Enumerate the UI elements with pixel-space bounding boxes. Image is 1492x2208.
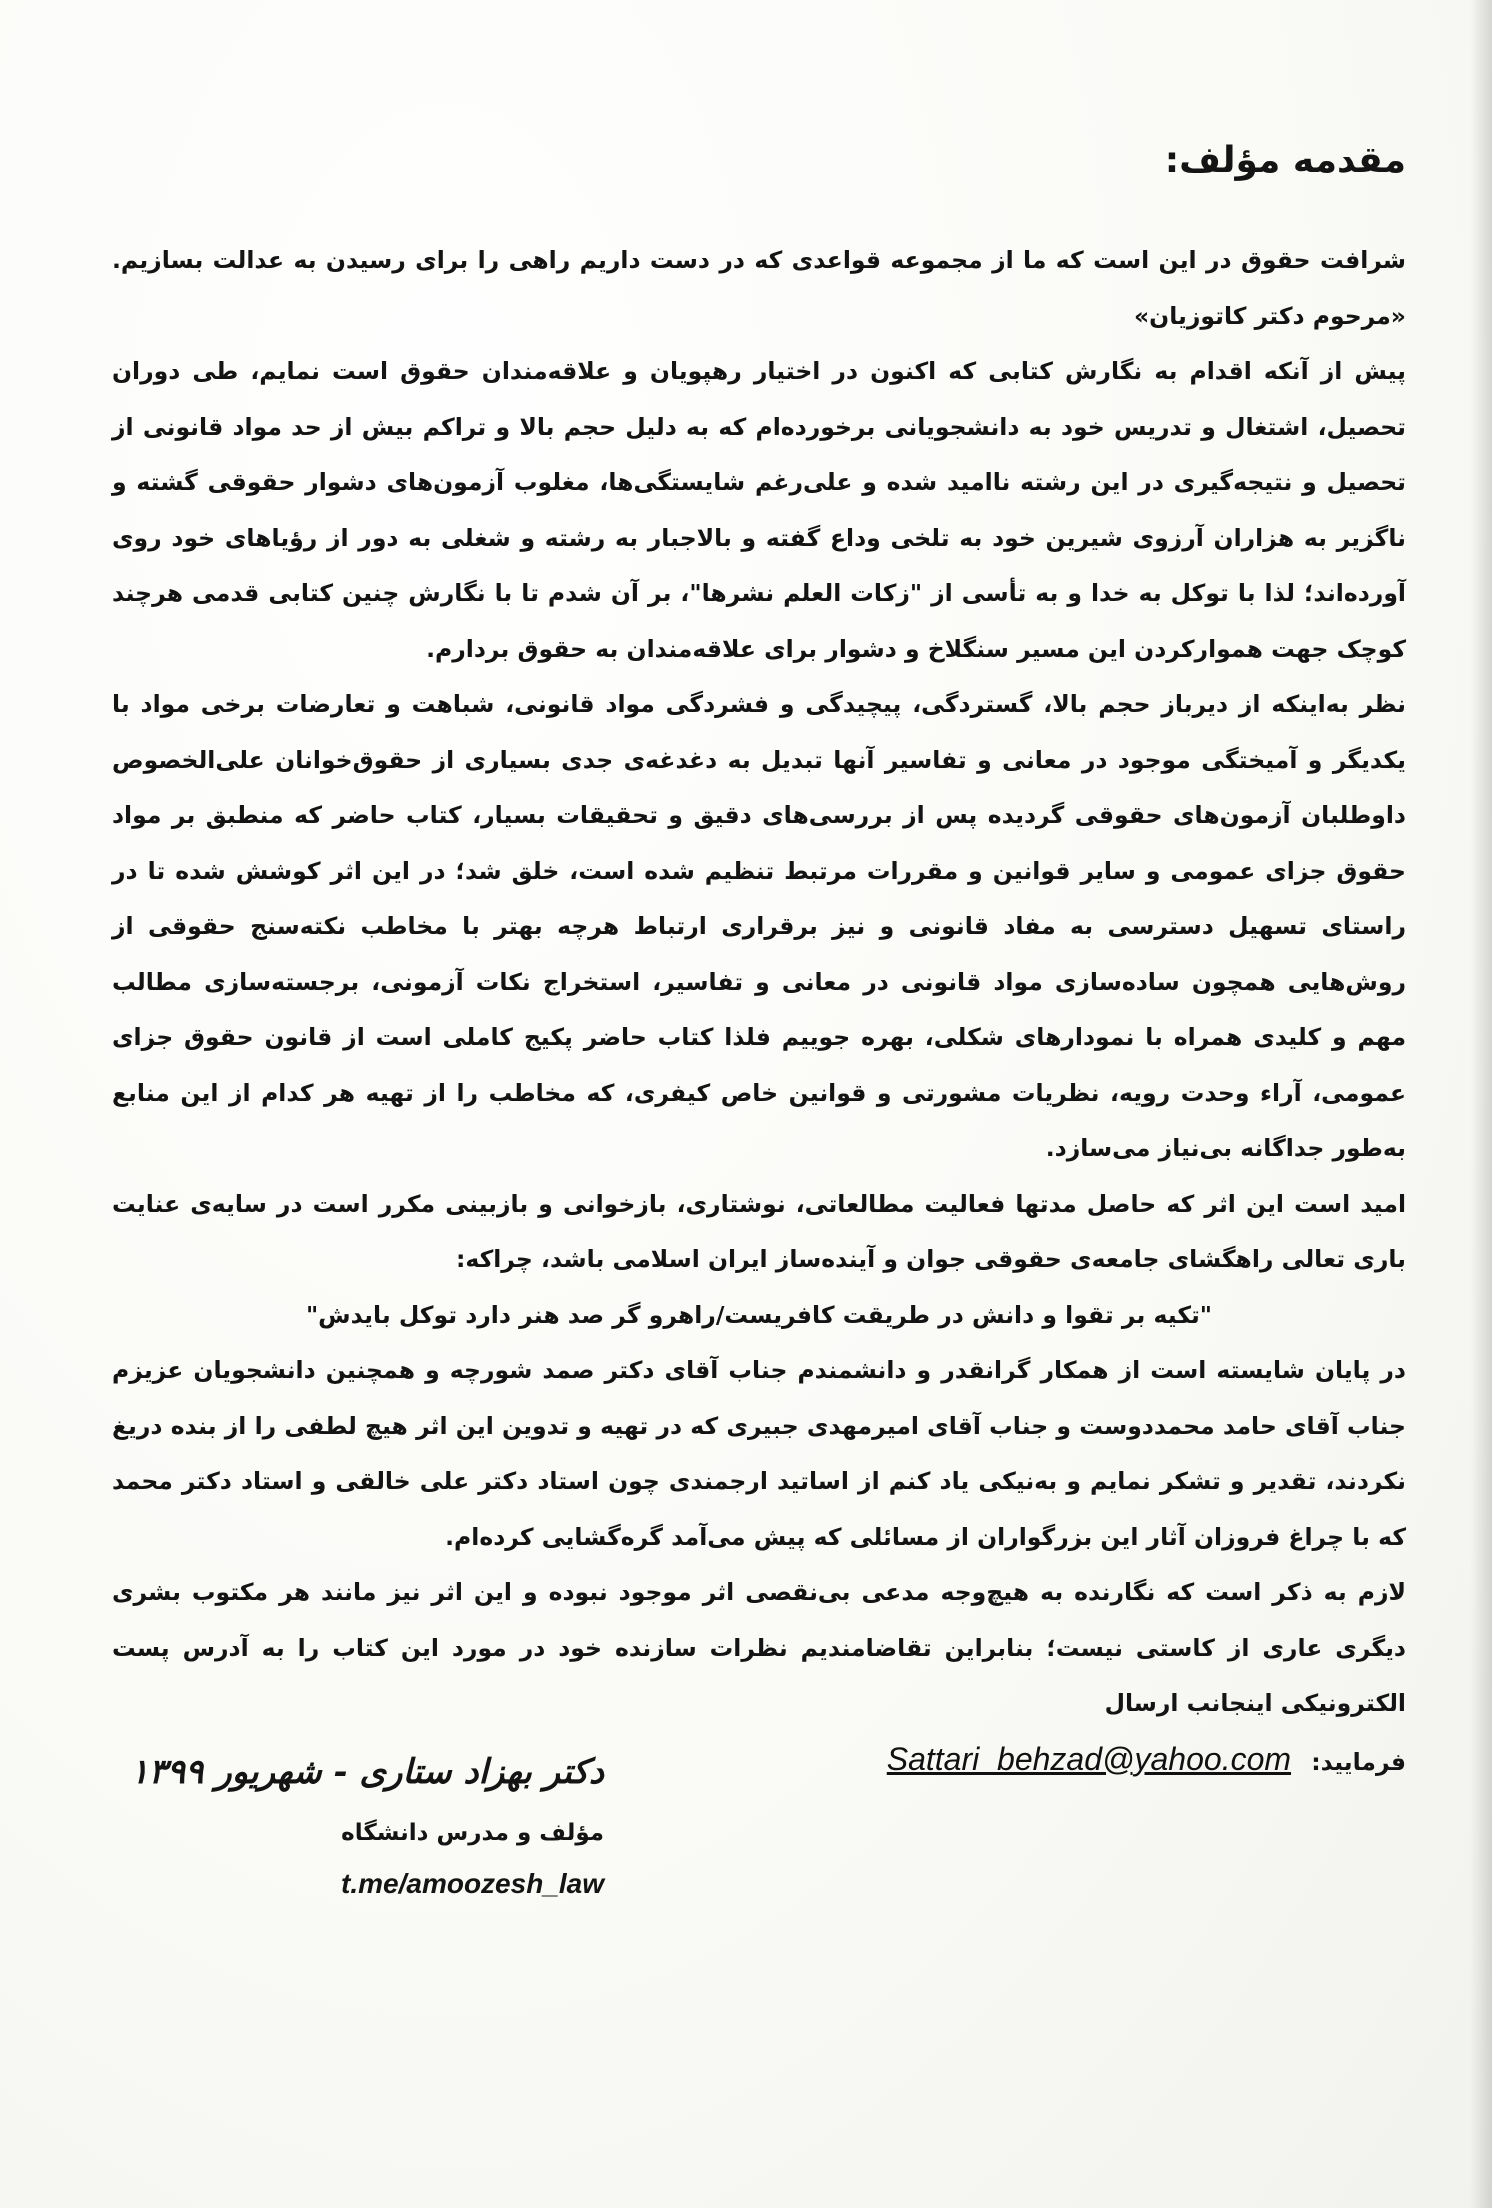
poem-line: "تکیه بر تقوا و دانش در طریقت کافریست/راهرو گر صد هنر دارد توکل بایدش": [305, 1300, 1213, 1329]
quote-paragraph: شرافت حقوق در این است که ما از مجموعه قواعدی که در دست داریم راهی را برای رسیدن به عدالت بسازیم. «مرحوم دکتر کاتوزیان»: [112, 246, 1406, 330]
hope-paragraph: امید است این اثر که حاصل مدتها فعالیت مطالعاتی، نوشتاری، بازخوانی و بازبینی مکرر است در سایه‌ی عنایت باری تعالی راهگشای جامعه‌ی حقوقی جوان و آینده‌ساز ایران اسلامی باشد، چراکه:: [112, 1189, 1406, 1273]
feedback-paragraph: لازم به ذکر است که نگارنده به هیچ‌وجه مدعی بی‌نقصی اثر موجود نبوده و این اثر نیز مانند هر مکتوب بشری دیگری عاری از کاستی نیست؛ بنابراین تقاضامندیم نظرات سازنده خود در مورد این کتاب را به آدرس پست الکترونیکی اینجانب ارسال: [112, 1578, 1406, 1717]
acknowledgement-paragraph: در پایان شایسته است از همکار گرانقدر و دانشمندم جناب آقای دکتر صمد شورچه و همچنین دانشجویان عزیزم جناب آقای حامد محمددوست و جناب آقای امیرمهدی جبیری که در تهیه و تدوین این اثر هیچ لطفی را از بنده دریغ نکردند، تقدیر و تشکر نمایم و به‌نیکی یاد کنم از اساتید ارجمندی چون استاد دکتر علی خالقی و استاد دکتر محمد که با چراغ فروزان آثار این بزرگواران از مسائلی که پیش می‌آمد گره‌گشایی کرده‌ام.: [112, 1356, 1406, 1551]
motivation-paragraph: پیش از آنکه اقدام به نگارش کتابی که اکنون در اختیار رهپویان و علاقه‌مندان حقوق است نمایم، طی دوران تحصیل، اشتغال و تدریس خود به دانشجویانی برخورده‌ام که به دلیل حجم بالا و تراکم بیش از حد مواد قانونی از تحصیل و نتیجه‌گیری در این رشته ناامید شده و علی‌رغم شایستگی‌ها، مغلوب آزمون‌های دشوار حقوقی گشته و ناگزیر به هزاران آرزوی شیرین خود به تلخی وداع گفته و بالاجبار به رشته و شغلی به دور از رؤیاهای خود روی آورده‌اند؛ لذا با توکل به خدا و به تأسی از "زکات العلم نشرها"، بر آن شدم تا با نگارش چنین کتابی قدمی هرچند کوچک جهت هموارکردن این مسیر سنگلاخ و دشوار برای علاقه‌مندان به حقوق بردارم.: [112, 357, 1406, 663]
contact-prefix: فرمایید:: [1311, 1747, 1406, 1776]
signature-name-date: دکتر بهزاد ستاری - شهریور ۱۳۹۹: [130, 1752, 604, 1792]
preface-content: [112, 140, 1406, 1790]
preface-heading: مقدمه مؤلف:: [1164, 140, 1406, 181]
signature-role: مؤلف و مدرس دانشگاه: [341, 1820, 604, 1846]
author-email-link[interactable]: Sattari_behzad@yahoo.com: [886, 1740, 1292, 1777]
telegram-link[interactable]: t.me/amoozesh_law: [341, 1868, 604, 1899]
author-signature: [84, 1752, 604, 1900]
book-description-paragraph: نظر به‌اینکه از دیرباز حجم بالا، گستردگی، پیچیدگی و فشردگی مواد قانونی، شباهت و تعارضات برخی مواد با یکدیگر و آمیختگی موجود در معانی و تفاسیر آنها تبدیل به دغدغه‌ی جدی بسیاری از حقوق‌خوانان علی‌الخصوص داوطلبان آزمون‌های حقوقی گردیده پس از بررسی‌های دقیق و تحقیقات بسیار، کتاب حاضر که منطبق بر مواد حقوق جزای عمومی و سایر قوانین و مقررات مرتبط تنظیم شده است، خلق شد؛ در این اثر کوشش شده تا در راستای تسهیل دسترسی به مفاد قانونی و نیز برقراری ارتباط هرچه بهتر با مخاطب نکته‌سنج حقوقی از روش‌هایی همچون ساده‌سازی مواد قانونی در معانی و تفاسیر، استخراج نکات آزمونی، برجسته‌سازی مطالب مهم و کلیدی همراه با نمودارهای شکلی، بهره جوییم فلذا کتاب حاضر پکیج کاملی است از قانون حقوق جزای عمومی، آراء وحدت رویه، نظریات مشورتی و قوانین خاص کیفری، که مخاطب را از تهیه هر کدام از این منابع به‌طور جداگانه بی‌نیاز می‌سازد.: [112, 690, 1406, 1162]
page-edge-shadow: [1470, 0, 1492, 2208]
